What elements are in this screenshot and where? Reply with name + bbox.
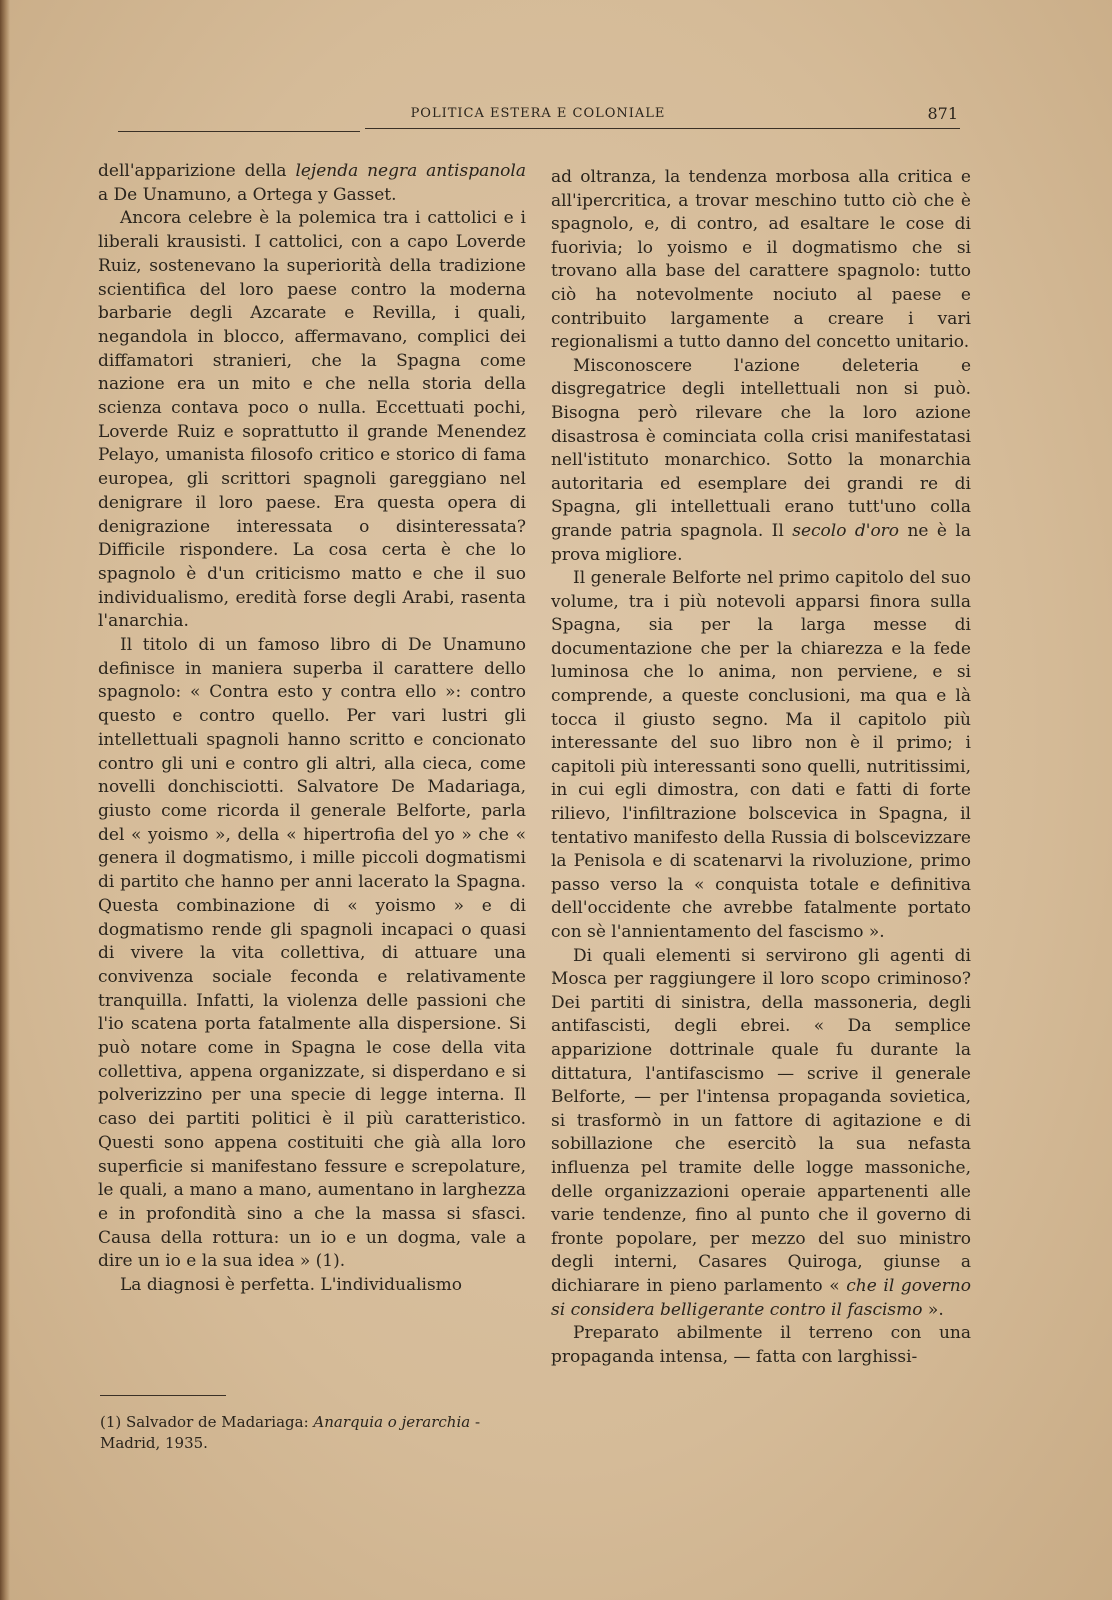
paragraph: dell'apparizione della lejenda negra antispanola a De Unamuno, a Ortega y Gasset.	[98, 161, 526, 205]
footnote: (1) Salvador de Madariaga: Anarquia o jerarchia - Madrid, 1935.	[100, 1413, 481, 1452]
page-binding-edge	[0, 0, 10, 1600]
header-rule-right	[365, 128, 960, 129]
paragraph: Il titolo di un famoso libro di De Unamuno definisce in maniera superba il carattere dello spagnolo: « Contra esto y contra ello »: contro questo e contro quello. Per vari lustri gli intellettuali spagnoli hanno scritto e concionato contro gli uni e contro gli altri, alla cieca, come novelli donchisciotti. Salvatore De Madariaga, giusto come ricorda il generale Belforte, parla del « yoismo », della « hipertrofia del yo » che « genera il dogmatismo, i mille piccoli dogmatismi di partito che hanno per anni lacerato la Spagna. Questa combinazione di « yoismo » e di dogmatismo rende gli spagnoli incapaci o quasi di vivere la vita collettiva, di attuare una convivenza sociale feconda e relativamente tranquilla. Infatti, la violenza delle passioni che l'io scatena porta fatalmente alla dispersione. Si può notare come in Spagna le cose della vita collettiva, appena organizzate, si disperdano e si polverizzino per una specie di legge interna. Il caso dei partiti politici è il più caratteristico. Questi sono appena costituiti che già alla loro superficie si manifestano fessure e screpolature, le quali, a mano a mano, aumentano in larghezza e in profondità sino a che la massa si sfasci. Causa della rottura: un io e un dogma, vale a dire un io e la sua idea » (1).	[98, 635, 526, 1272]
page-number: 871	[927, 104, 958, 123]
paragraph: Ancora celebre è la polemica tra i cattolici e i liberali krausisti. I cattolici, con a capo Loverde Ruiz, sostenevano la superiorità della tradizione scientifica del loro paese contro la moderna barbarie degli Azcarate e Revilla, i quali, negandola in blocco, affermavano, complici dei diffamatori stranieri, che la Spagna come nazione era un mito e che nella storia della scienza contava poco o nulla. Eccettuati pochi, Loverde Ruiz e soprattutto il grande Menendez Pelayo, umanista filosofo critico e storico di fama europea, gli scrittori spagnoli gareggiano nel denigrare il loro paese. Era questa opera di denigrazione interessata o disinteressata? Difficile rispondere. La cosa certa è che lo spagnolo è d'un criticismo matto e che il suo individualismo, eredità forse degli Arabi, rasenta l'anarchia.	[98, 208, 526, 632]
paragraph: Preparato abilmente il terreno con una propaganda intensa, — fatta con larghissi-	[551, 1323, 971, 1367]
paragraph: Il generale Belforte nel primo capitolo del suo volume, tra i più notevoli apparsi finora sulla Spagna, sia per la larga messe di documentazione che per la chiarezza e la fede luminosa che lo anima, non perviene, e si comprende, a queste conclusioni, ma qua e là tocca il giusto segno. Ma il capitolo più interessante del suo libro non è il primo; i capitoli più interessanti sono quelli, nutritissimi, in cui egli dimostra, con dati e fatti di forte rilievo, l'infiltrazione bolscevica in Spagna, il tentativo manifesto della Russia di bolscevizzare la Penisola e di scatenarvi la rivoluzione, primo passo verso la « conquista totale e definitiva dell'occidente che avrebbe fatalmente portato con sè l'annientamento del fascismo ».	[551, 568, 971, 942]
paragraph: Di quali elementi si servirono gli agenti di Mosca per raggiungere il loro scopo criminoso? Dei partiti di sinistra, della massoneria, degli antifascisti, degli ebrei. « Da semplice apparizione dottrinale quale fu durante la dittatura, l'antifascismo — scrive il generale Belforte, — per l'intensa propaganda sovietica, si trasformò in un fattore di agitazione e di sobillazione che esercitò la sua nefasta influenza pel tramite delle logge massoniche, delle organizzazioni operaie appartenenti alle varie tendenze, fino al punto che il governo di fronte popolare, per mezzo del suo ministro degli interni, Casares Quiroga, giunse a dichiarare in pieno parlamento « che il governo si considera belligerante contro il fascismo ».	[551, 945, 971, 1320]
paragraph: La diagnosi è perfetta. L'individualismo	[120, 1275, 463, 1296]
paragraph: ad oltranza, la tendenza morbosa alla critica e all'ipercritica, a trovar meschino tutto ciò che è spagnolo, e, di contro, ad esaltare le cose di fuorivia; lo yoismo e il dogmatismo che si trovano alla base del carattere spagnolo: tutto ciò ha notevolmente nociuto al paese e contribuito largamente a creare i vari regionalismi a tutto danno del concetto unitario.	[551, 167, 971, 353]
header-title: POLITICA ESTERA E COLONIALE	[410, 106, 666, 121]
paragraph: Misconoscere l'azione deleteria e disgregatrice degli intellettuali non si può. Bisogna però rilevare che la loro azione disastrosa è cominciata colla crisi manifestatasi nell'istituto monarchico. Sotto la monarchia autoritaria ed esemplare dei grandi re di Spagna, gli intellettuali erano tutt'uno colla grande patria spagnola. Il secolo d'oro ne è la prova migliore.	[551, 355, 971, 565]
header-rule-left	[118, 131, 360, 132]
footnote-rule	[100, 1395, 226, 1396]
right-column	[551, 166, 971, 1369]
left-column	[98, 160, 526, 1298]
running-header	[118, 106, 958, 130]
